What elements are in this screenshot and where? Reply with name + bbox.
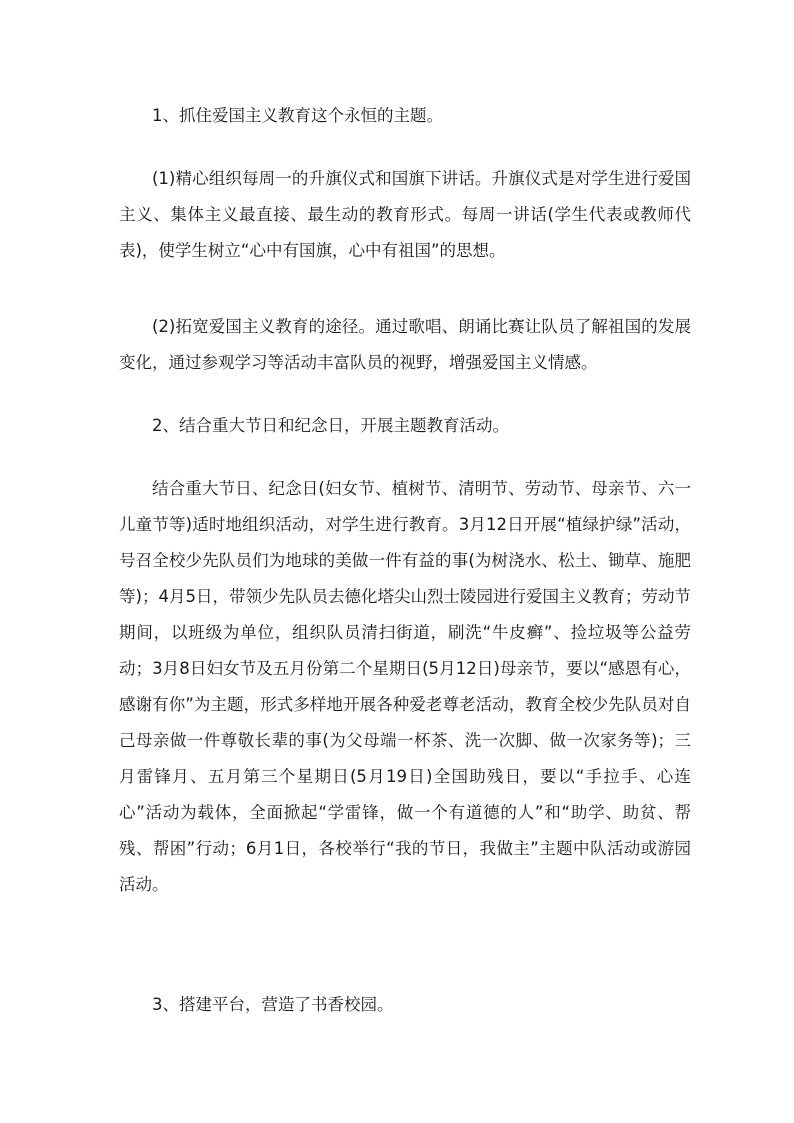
paragraph-festival-details: 结合重大节日、纪念日(妇女节、植树节、清明节、劳动节、母亲节、六一儿童节等)适时地组织活动，对学生进行教育。3月12日开展“植绿护绿”活动，号召全校少先队员们为地球的美做一件有益的事(为树浇水、松土、锄草、施肥等)；4月5日，带领少先队员去德化塔尖山烈士陵园进行爱国主义教育；劳动节期间，以班级为单位，组织队员清扫街道，刷洗“牛皮癣”、捡垃圾等公益劳动；3月8日妇女节及五月份第二个星期日(5月12日)母亲节，要以“感恩有心，感谢有你”为主题，形式多样地开展各种爱老尊老活动，教育全校少先队员对自己母亲做一件尊敬长辈的事(为父母端一杯茶、洗一次脚、做一次家务等)；三月雷锋月、五月第三个星期日(5月19日)全国助残日，要以“手拉手、心连心”活动为载体，全面掀起“学雷锋，做一个有道德的人”和“助学、助贫、帮残、帮困”行动；6月1日，各校举行“我的节日，我做主”主题中队活动或游园活动。 <box>119 479 691 894</box>
heading-patriotic-education: 1、抓住爱国主义教育这个永恒的主题。 <box>152 106 443 125</box>
heading-reading-campus: 3、搭建平台，营造了书香校园。 <box>152 995 394 1014</box>
heading-festival-activities: 2、结合重大节日和纪念日，开展主题教育活动。 <box>152 416 509 435</box>
paragraph-education-channels: (2)拓宽爱国主义教育的途径。通过歌唱、朗诵比赛让队员了解祖国的发展变化，通过参观学习等活动丰富队员的视野，增强爱国主义情感。 <box>119 317 691 372</box>
paragraph-flag-ceremony: (1)精心组织每周一的升旗仪式和国旗下讲话。升旗仪式是对学生进行爱国主义、集体主义最直接、最生动的教育形式。每周一讲话(学生代表或教师代表)，使学生树立“心中有国旗，心中有祖国”的思想。 <box>119 169 691 260</box>
